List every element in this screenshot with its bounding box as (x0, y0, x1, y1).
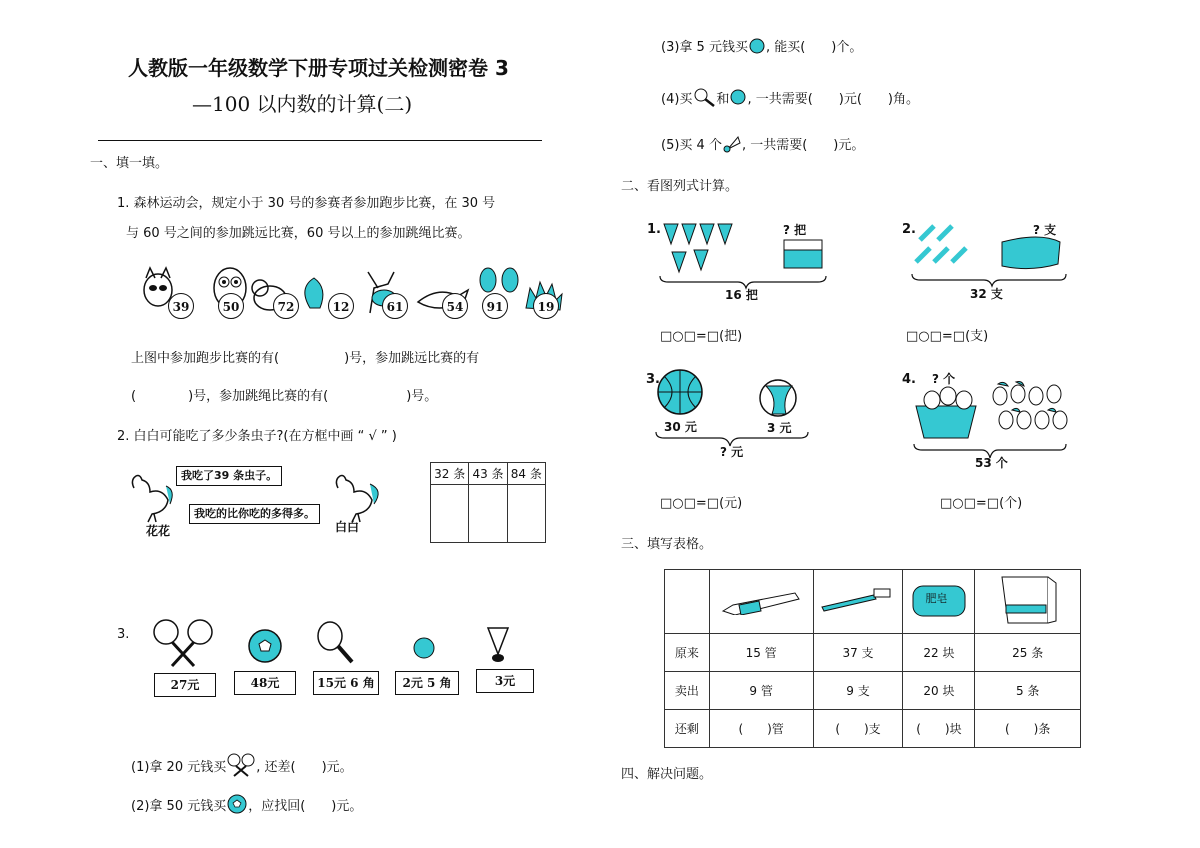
animal-number-circle (273, 293, 299, 319)
page-title: 人教版一年级数学下册专项过关检测密卷 3 (128, 56, 509, 80)
q3-sub3 (661, 36, 862, 55)
squirrel-icon (305, 278, 323, 308)
animal-number: 19 (537, 300, 555, 314)
price-tag-pingpong-paddle: 15元 6 角 (313, 671, 379, 695)
toothpaste-icon (719, 585, 803, 615)
problem3-number: 3. (646, 372, 660, 387)
section3-heading: 三、填写表格。 (621, 537, 713, 552)
answer-cell[interactable]: ( )条 (975, 710, 1081, 748)
sports-items-illustration (148, 618, 538, 668)
price-tag-pingpong-ball: 2元 5 角 (395, 671, 459, 695)
answer-cell[interactable]: ( )支 (813, 710, 903, 748)
q3-sub3-end: , 能买( )个。 (765, 40, 863, 55)
shuttlecock-icon (722, 133, 742, 153)
label-huahua: 花花 (146, 524, 171, 538)
option-label: 84 条 (507, 463, 545, 485)
ping-pong-paddle-icon (692, 87, 716, 107)
beach-ball-icon (760, 380, 796, 416)
pencil-case-icon (1002, 237, 1060, 269)
soap-label: 肥皂 (925, 592, 948, 605)
tennis-rackets-icon (226, 752, 256, 778)
table-cell: 9 管 (709, 672, 813, 710)
basket-icon (916, 387, 976, 438)
rooster-icon (336, 476, 378, 523)
q3-sub1 (131, 752, 353, 778)
problem4-total: 53 个 (975, 456, 1008, 470)
q3-sub5 (661, 133, 864, 153)
animal-number-circle (218, 293, 244, 319)
animal-number-circle (442, 293, 468, 319)
animal-number: 12 (332, 300, 350, 314)
animal-number: 61 (386, 300, 404, 314)
row-label: 原来 (665, 634, 710, 672)
q3-sub4-end: , 一共需要( )元( )角。 (747, 91, 919, 107)
q3-sub2 (131, 793, 362, 815)
price-tag-shuttlecock: 3元 (476, 669, 534, 693)
problem3-total: ? 元 (720, 445, 744, 459)
problem1-formula[interactable]: □○□=□(把) (660, 329, 743, 344)
shuttlecock-icon (488, 628, 508, 662)
option-label: 43 条 (469, 463, 507, 485)
ping-pong-ball-icon (748, 37, 766, 55)
q3-sub2-start: (2)拿 50 元钱买 (131, 798, 227, 814)
problem2-number: 2. (902, 222, 916, 237)
page-subtitle: —100 以内数的计算(二) (192, 92, 413, 116)
table-row (665, 710, 1081, 748)
speech-bubble-baibai: 我吃的比你吃的多得多。 (189, 504, 320, 524)
animal-number: 39 (172, 300, 190, 314)
label-baibai: 白白 (335, 520, 360, 534)
q3-number: 3. (117, 627, 130, 642)
price-tag-soccer: 48元 (234, 671, 296, 695)
price-tag-tennis: 27元 (154, 673, 216, 697)
row-label: 还剩 (665, 710, 710, 748)
section4-heading: 四、解决问题。 (621, 767, 713, 782)
problem2-formula[interactable]: □○□=□(支) (906, 329, 989, 344)
animal-number-circle (168, 293, 194, 319)
balls-illustration (654, 368, 814, 448)
section1-heading: 一、填一填。 (90, 156, 169, 171)
q3-sub3-start: (3)拿 5 元钱买 (661, 40, 748, 55)
q1-fill-line1: 上图中参加跑步比赛的有( )号，参加跳远比赛的有 (131, 351, 480, 366)
towel-icon (998, 571, 1058, 629)
animal-number-circle (533, 293, 559, 319)
problem4-number: 4. (902, 372, 916, 387)
problem3-formula[interactable]: □○□=□(元) (660, 496, 743, 511)
q3-sub4 (661, 87, 919, 107)
q3-sub4-and: 和 (716, 91, 730, 107)
speech-bubble-huahua: 我吃了39 条虫子。 (176, 466, 282, 486)
pear-icon (993, 385, 1067, 429)
problem4-unknown: ? 个 (932, 372, 956, 386)
animal-number-circle (382, 293, 408, 319)
option-label: 32 条 (431, 463, 469, 485)
raccoon-icon (144, 268, 172, 306)
q2-text: 2. 白白可能吃了多少条虫子?(在方框中画 “ √ ” ) (117, 429, 397, 444)
problem1-unknown: ? 把 (783, 223, 807, 237)
soap-cell (903, 570, 975, 634)
problem3-left-price: 30 元 (664, 420, 697, 434)
checkbox-cell[interactable] (507, 485, 545, 543)
soccer-ball-icon (249, 630, 281, 662)
toothbrush-cell (813, 570, 903, 634)
pencil-icon (916, 226, 966, 262)
animal-number-circle (482, 293, 508, 319)
animal-number-circle (328, 293, 354, 319)
problem4-formula[interactable]: □○□=□(个) (940, 496, 1023, 511)
problem3-right-price: 3 元 (767, 421, 792, 435)
rabbit-icon (480, 268, 518, 292)
table-row (665, 570, 1081, 634)
q1-text-line1: 1. 森林运动会，规定小于 30 号的参赛者参加跑步比赛，在 30 号 (117, 196, 496, 211)
ping-pong-ball-icon (414, 638, 434, 658)
q3-sub1-end: , 还差( )元。 (256, 759, 353, 775)
towel-cell (975, 570, 1081, 634)
inventory-table (664, 569, 1081, 748)
animal-number: 72 (277, 300, 295, 314)
toothbrush-icon (818, 587, 898, 613)
row-label: 卖出 (665, 672, 710, 710)
q2-options-table (430, 462, 546, 543)
table-cell: 22 块 (903, 634, 975, 672)
table-cell: 5 条 (975, 672, 1081, 710)
table-cell: 15 管 (709, 634, 813, 672)
q3-sub1-start: (1)拿 20 元钱买 (131, 759, 227, 775)
toothpaste-cell (709, 570, 813, 634)
gift-box-icon (784, 240, 822, 268)
ping-pong-ball-icon (729, 88, 747, 106)
problem2-unknown: ? 支 (1033, 223, 1057, 237)
q1-fill-line2: ( )号，参加跳绳比赛的有( )号。 (131, 389, 438, 404)
section2-heading: 二、看图列式计算。 (621, 179, 739, 194)
problem1-total: 16 把 (725, 288, 758, 302)
animal-number: 50 (222, 300, 240, 314)
table-cell: 9 支 (813, 672, 903, 710)
q1-text-line2: 与 60 号之间的参加跳远比赛，60 号以上的参加跳绳比赛。 (126, 226, 471, 241)
checkbox-cell[interactable] (431, 485, 469, 543)
basketball-icon (658, 370, 702, 414)
rooster-icon (132, 476, 172, 523)
umbrella-icon (664, 224, 732, 272)
title-divider (98, 140, 542, 141)
answer-cell[interactable]: ( )块 (903, 710, 975, 748)
animal-number: 91 (486, 300, 504, 314)
problem2-total: 32 支 (970, 287, 1003, 301)
q3-sub5-start: (5)买 4 个 (661, 137, 722, 153)
pears-illustration (912, 380, 1072, 460)
problem1-number: 1. (647, 222, 661, 237)
table-cell: 20 块 (903, 672, 975, 710)
q3-sub5-end: , 一共需要( )元。 (741, 137, 865, 153)
soccer-ball-icon (226, 793, 248, 815)
table-corner-cell (665, 570, 710, 634)
table-cell: 37 支 (813, 634, 903, 672)
answer-cell[interactable]: ( )管 (709, 710, 813, 748)
tennis-rackets-icon (154, 620, 212, 666)
ping-pong-paddle-icon (318, 622, 352, 662)
q3-sub2-end: ，应找回( )元。 (248, 798, 363, 814)
q3-sub4-start: (4)买 (661, 91, 693, 107)
table-row (665, 634, 1081, 672)
checkbox-cell[interactable] (469, 485, 507, 543)
animal-number: 54 (446, 300, 464, 314)
table-row (665, 672, 1081, 710)
table-cell: 25 条 (975, 634, 1081, 672)
